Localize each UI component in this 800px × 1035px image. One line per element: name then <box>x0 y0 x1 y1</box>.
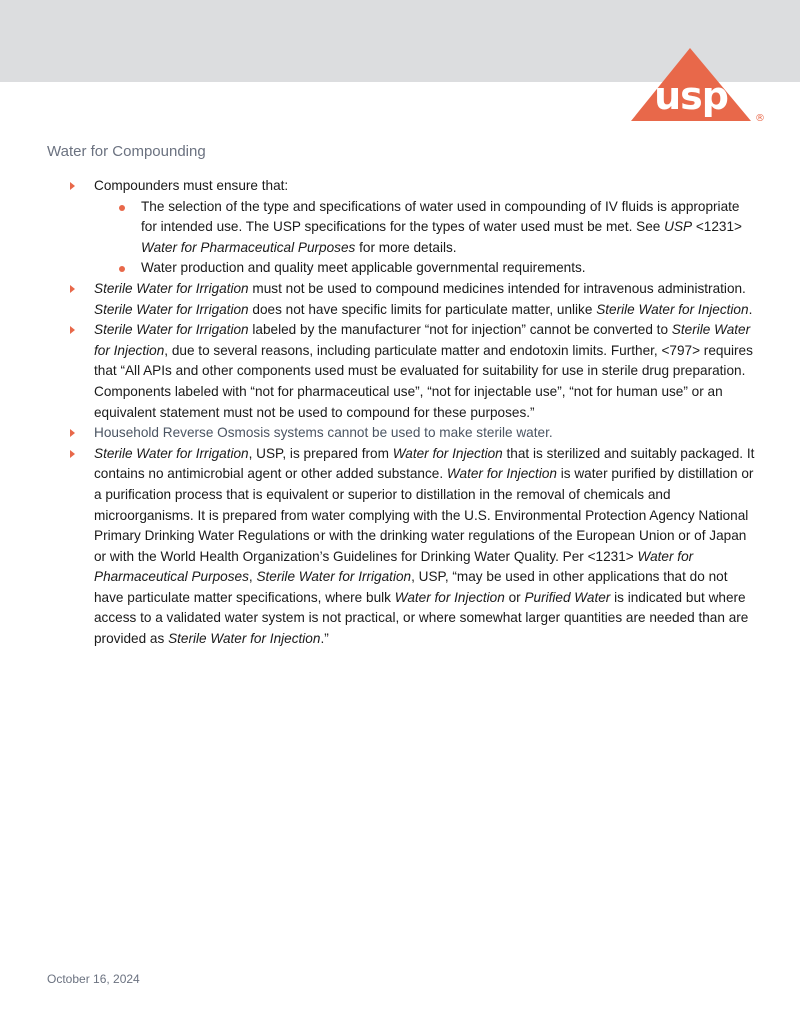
italic-ref: Water for Pharmaceutical Purposes <box>141 239 356 255</box>
sub-list-item <box>115 197 758 259</box>
bullet-text: that is sterilized and suitably packaged. It contains no antimicrobial agent or other added substance. <box>94 445 755 482</box>
registered-mark: ® <box>755 113 765 124</box>
list-item <box>68 279 758 320</box>
bullet-text: . <box>748 301 753 317</box>
italic-term: Purified Water <box>524 589 611 605</box>
list-item <box>68 176 758 279</box>
bullet-text: , USP, “may be used in other applications that do not have particulate matter specifications, where bulk <box>94 569 728 605</box>
sub-list-item <box>115 258 758 279</box>
bullet-text: must not be used to compound medicines intended for intravenous administration. <box>248 280 746 296</box>
italic-term: Water for Injection <box>392 445 503 461</box>
bullet-text: , due to several reasons, including particulate matter and endotoxin limits. Further, <797> requires that “All APIs and other components used must be evaluated for suitability for use in sterile drug preparation. Components labeled with “not for pharmaceutical use”, “not for injectable use”, “not for human use” or an equivalent statement must not be used to compound for these purposes.” <box>94 342 753 420</box>
italic-term: Sterile Water for Irrigation <box>94 301 249 317</box>
bullet-text: Household Reverse Osmosis systems cannot be used to make sterile water. <box>94 425 553 441</box>
italic-term: Sterile Water for Irrigation <box>94 445 249 461</box>
usp-logo-text: usp <box>654 74 728 118</box>
dot-bullet-icon <box>119 266 125 272</box>
italic-term: Water for Injection <box>446 466 557 482</box>
italic-term: Sterile Water for Injection <box>94 322 751 358</box>
bullet-content <box>68 176 758 650</box>
bullet-text: The selection of the type and specifications of water used in compounding of IV fluids is appropriate for intended use. The USP specifications for the types of water used must be met. See <box>141 198 740 235</box>
bullet-text: Water production and quality meet applicable governmental requirements. <box>141 260 586 276</box>
bullet-text: Compounders must ensure that: <box>94 178 289 193</box>
list-item <box>68 320 758 423</box>
bullet-text: for more details. <box>355 239 457 255</box>
italic-term: Sterile Water for Irrigation <box>256 569 412 585</box>
triangle-bullet-icon <box>70 285 75 293</box>
usp-logo <box>628 44 768 124</box>
bullet-text: labeled by the manufacturer “not for injection” cannot be converted to <box>248 322 672 338</box>
section-title: Water for Compounding <box>47 143 206 160</box>
bullet-text: .” <box>320 631 329 647</box>
bullet-text: <1231> <box>692 219 742 235</box>
footer-date: October 16, 2024 <box>47 972 140 986</box>
triangle-bullet-icon <box>70 429 75 437</box>
dot-bullet-icon <box>119 205 125 211</box>
list-item <box>68 444 758 650</box>
italic-term: Sterile Water for Injection <box>596 301 749 317</box>
bullet-text: does not have specific limits for particulate matter, unlike <box>248 301 597 317</box>
bullet-text: is indicated but where access to a validated water system is not practical, or where somewhat larger quantities are needed than are provided as <box>94 589 749 647</box>
italic-term: Water for Injection <box>394 589 505 605</box>
triangle-bullet-icon <box>70 450 75 458</box>
italic-term: Sterile Water for Irrigation <box>94 280 249 296</box>
bullet-text: or <box>504 589 525 605</box>
bullet-text: , USP, is prepared from <box>248 445 393 461</box>
triangle-bullet-icon <box>70 182 75 190</box>
bullet-text: is water purified by distillation or a purification process that is equivalent or superior to distillation in the removal of chemicals and microorganisms. It is prepared from water complying with the U.S. Environmental Protection Agency National Primary Drinking Water Regulations or with the drinking water regulations of the European Union or of Japan or with the World Health Organization’s Guidelines for Drinking Water Quality. Per <1231> <box>94 466 754 564</box>
italic-term: Sterile Water for Irrigation <box>94 322 249 338</box>
list-item <box>68 423 758 444</box>
triangle-bullet-icon <box>70 326 75 334</box>
bullet-text: , <box>248 569 257 585</box>
italic-ref: Water for Pharmaceutical Purposes <box>94 548 694 585</box>
italic-term: Sterile Water for Injection <box>168 631 321 647</box>
italic-ref: USP <box>664 219 693 235</box>
